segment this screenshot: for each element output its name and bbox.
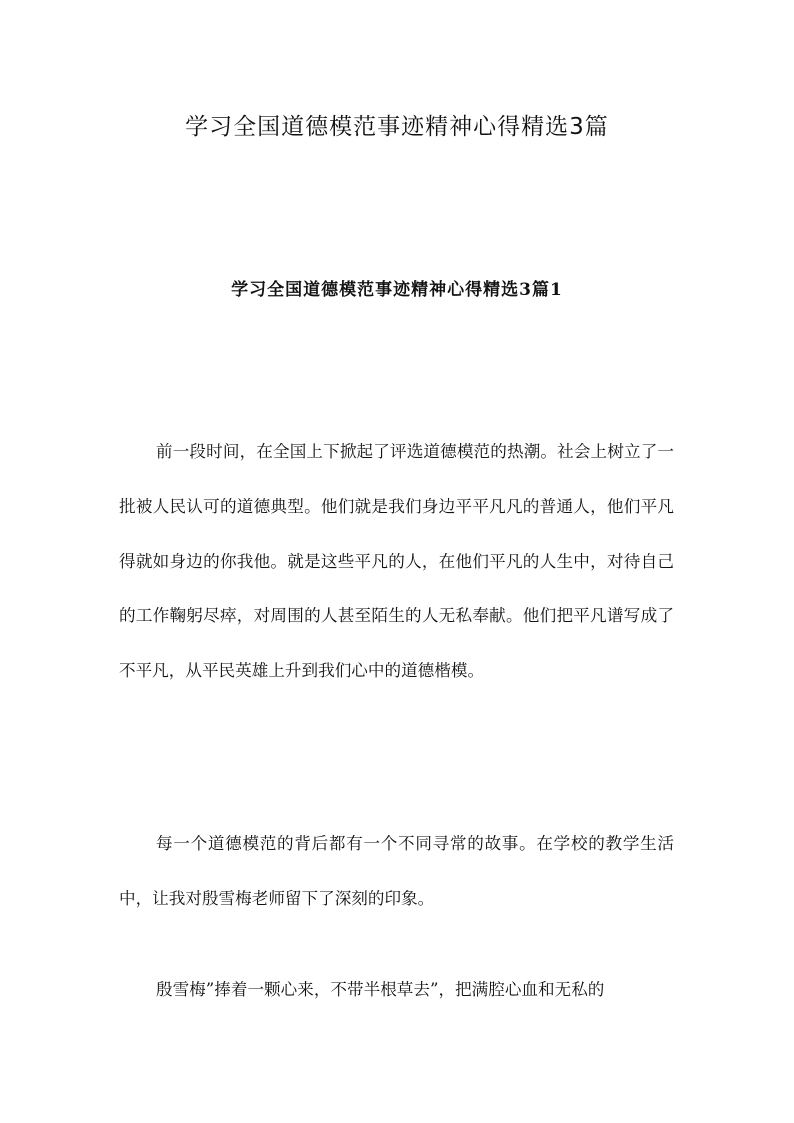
paragraph-text: 每一个道德模范的背后都有一个不同寻常的故事。在学校的教学生活中，让我对殷雪梅老师留下了深刻的印象。 <box>119 834 674 908</box>
paragraph-text: 前一段时间，在全国上下掀起了评选道德模范的热潮。社会上树立了一批被人民认可的道德典型。他们就是我们身边平平凡凡的普通人，他们平凡得就如身边的你我他。就是这些平凡的人，在他们平凡的人生中，对待自己的工作鞠躬尽瘁，对周围的人甚至陌生的人无私奉献。他们把平凡谱写成了不平凡，从平民英雄上升到我们心中的道德楷模。 <box>119 442 674 681</box>
body-paragraph <box>119 817 674 927</box>
body-paragraph <box>119 963 674 1018</box>
body-paragraph <box>119 425 674 699</box>
paragraph-text: 殷雪梅”捧着一颗心来，不带半根草去”，把满腔心血和无私的 <box>156 980 605 999</box>
section-title: 学习全国道德模范事迹精神心得精选3篇1 <box>231 280 563 300</box>
document-title: 学习全国道德模范事迹精神心得精选3篇 <box>185 114 609 140</box>
